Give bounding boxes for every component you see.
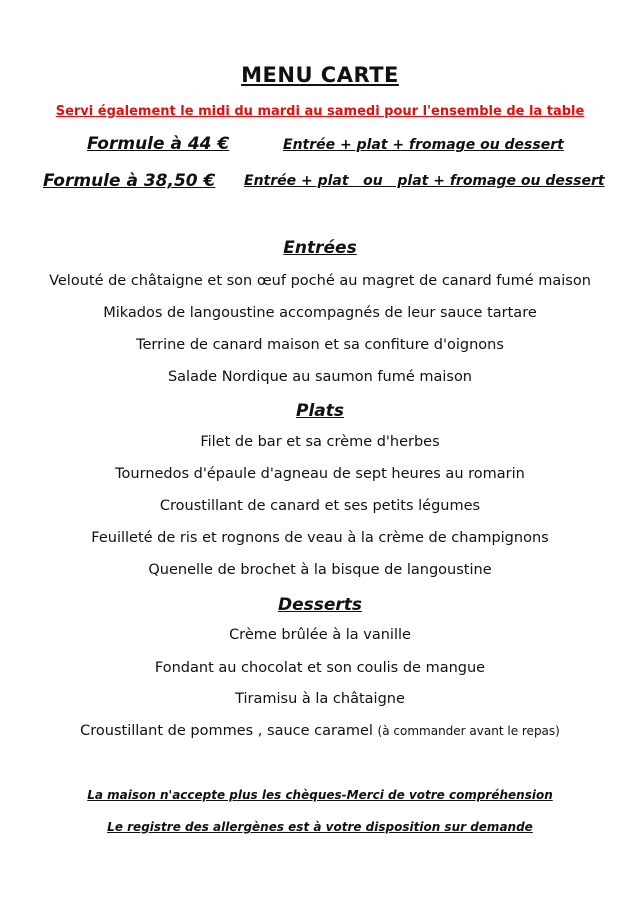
section-title-entrees: Entrées (283, 238, 357, 258)
dish-item: Quenelle de brochet à la bisque de langoustine (148, 562, 492, 578)
dish-item: Terrine de canard maison et sa confiture d'oignons (136, 337, 504, 353)
formula-44-description: Entrée + plat + fromage ou dessert (283, 137, 564, 153)
dish-item: Mikados de langoustine accompagnés de leur sauce tartare (103, 305, 537, 321)
formula-44-name: Formule à 44 € (87, 134, 230, 154)
dish-item: Crème brûlée à la vanille (229, 627, 411, 643)
dish-item-text: Croustillant de pommes , sauce caramel (80, 723, 373, 739)
dish-item: Tournedos d'épaule d'agneau de sept heures au romarin (115, 466, 525, 482)
section-title-desserts: Desserts (277, 595, 363, 615)
dish-item: Croustillant de canard et ses petits légumes (159, 498, 481, 514)
allergens-note: Le registre des allergènes est à votre disposition sur demande (107, 820, 533, 834)
formula-38-name: Formule à 38,50 € (43, 171, 216, 191)
dish-item: Feuilleté de ris et rognons de veau à la crème de champignons (91, 530, 549, 546)
service-subtitle: Servi également le midi du mardi au samedi pour l'ensemble de la table (55, 104, 585, 119)
cheques-note: La maison n'accepte plus les chèques-Merci de votre compréhension (87, 788, 553, 802)
menu-title: MENU CARTE (241, 63, 399, 87)
dish-item: Filet de bar et sa crème d'herbes (200, 434, 440, 450)
formula-38-description: Entrée + plat ou plat + fromage ou dessert (244, 173, 605, 189)
dish-item-last (0, 723, 640, 739)
dish-item: Salade Nordique au saumon fumé maison (167, 369, 473, 385)
dish-item: Velouté de châtaigne et son œuf poché au magret de canard fumé maison (49, 273, 591, 289)
dish-item: Tiramisu à la châtaigne (235, 691, 405, 707)
order-ahead-note: (à commander avant le repas) (377, 724, 560, 738)
dish-item: Fondant au chocolat et son coulis de mangue (154, 660, 486, 676)
section-title-plats: Plats (295, 401, 344, 421)
